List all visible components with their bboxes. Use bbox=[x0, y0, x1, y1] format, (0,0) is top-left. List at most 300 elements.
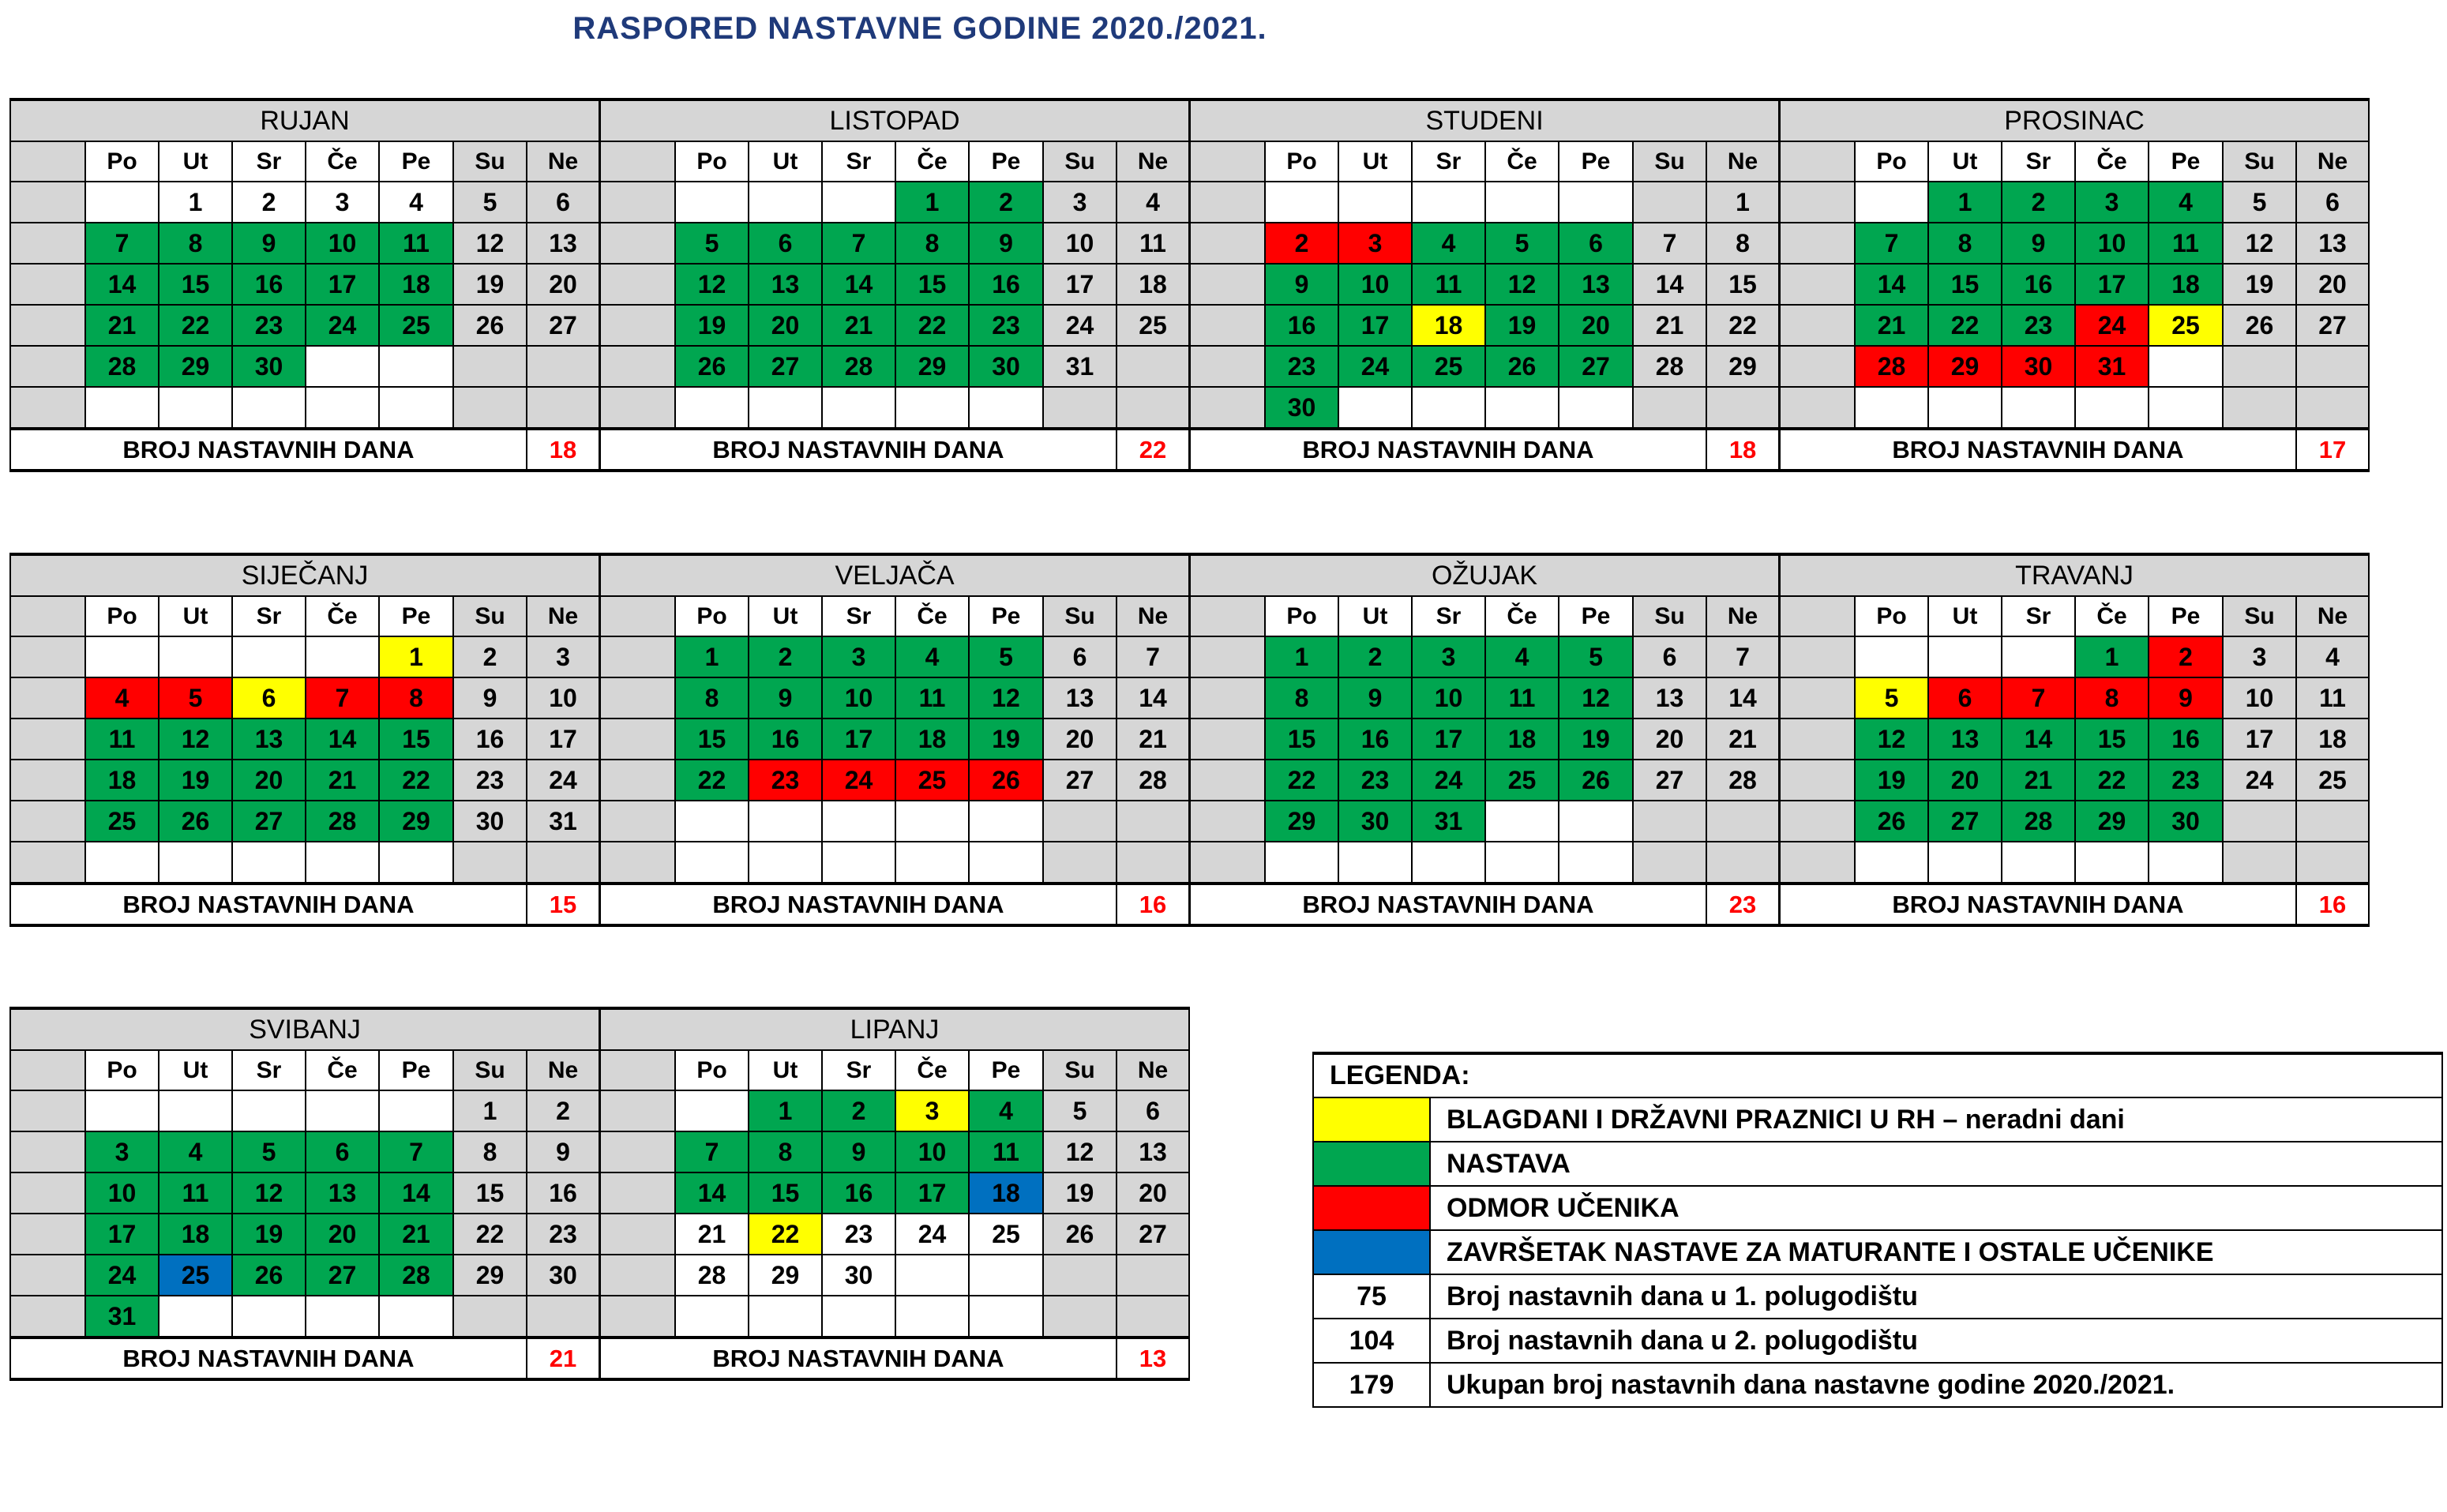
day-cell bbox=[379, 842, 453, 884]
day-cell bbox=[1633, 387, 1706, 429]
weekday-header: Po bbox=[85, 141, 159, 182]
day-cell: 22 bbox=[453, 1214, 527, 1255]
day-cell: 8 bbox=[895, 223, 969, 264]
day-cell: 24 bbox=[895, 1214, 969, 1255]
day-cell: 1 bbox=[1265, 636, 1338, 677]
weekday-header: Po bbox=[1855, 596, 1928, 636]
day-cell: 3 bbox=[895, 1090, 969, 1131]
day-cell: 13 bbox=[1043, 677, 1117, 718]
row-label-cell bbox=[10, 1050, 85, 1090]
day-cell bbox=[1265, 842, 1338, 884]
day-cell: 13 bbox=[1928, 718, 2002, 760]
day-cell: 2 bbox=[2002, 182, 2075, 223]
weekday-header: Po bbox=[675, 596, 749, 636]
weekday-header: Su bbox=[453, 596, 527, 636]
day-cell: 2 bbox=[822, 1090, 895, 1131]
weekday-header: Ut bbox=[1928, 141, 2002, 182]
month-table bbox=[1189, 553, 1780, 927]
day-cell bbox=[1043, 1296, 1117, 1338]
weekday-header: Po bbox=[1265, 596, 1338, 636]
day-cell: 6 bbox=[749, 223, 822, 264]
day-cell bbox=[379, 387, 453, 429]
day-cell: 28 bbox=[1117, 760, 1189, 801]
legend bbox=[1312, 1052, 2441, 1408]
day-cell: 9 bbox=[749, 677, 822, 718]
weekday-header: Su bbox=[1633, 596, 1706, 636]
day-cell bbox=[969, 842, 1043, 884]
day-cell bbox=[1633, 842, 1706, 884]
row-label-cell bbox=[10, 264, 85, 305]
day-cell bbox=[1485, 842, 1559, 884]
row-label-cell bbox=[600, 1090, 675, 1131]
day-cell: 25 bbox=[1412, 346, 1485, 387]
day-cell: 25 bbox=[2296, 760, 2369, 801]
day-cell: 12 bbox=[1855, 718, 1928, 760]
day-cell: 7 bbox=[2002, 677, 2075, 718]
day-cell bbox=[306, 387, 379, 429]
weekday-header: Po bbox=[675, 141, 749, 182]
day-cell: 12 bbox=[969, 677, 1043, 718]
month-table bbox=[1779, 98, 2370, 472]
weekday-header: Su bbox=[2223, 141, 2296, 182]
weekday-header: Ne bbox=[1706, 596, 1779, 636]
day-cell: 22 bbox=[895, 305, 969, 346]
day-cell: 11 bbox=[969, 1131, 1043, 1172]
day-cell: 27 bbox=[1043, 760, 1117, 801]
day-cell: 13 bbox=[1633, 677, 1706, 718]
month-studeni bbox=[1189, 98, 1778, 472]
day-cell: 9 bbox=[1338, 677, 1412, 718]
day-cell: 29 bbox=[749, 1255, 822, 1296]
day-cell: 8 bbox=[749, 1131, 822, 1172]
day-cell: 8 bbox=[1706, 223, 1779, 264]
weekday-header: Sr bbox=[232, 596, 306, 636]
day-cell: 2 bbox=[969, 182, 1043, 223]
day-cell: 10 bbox=[85, 1172, 159, 1214]
day-cell bbox=[1706, 387, 1779, 429]
month-lipanj bbox=[599, 1007, 1188, 1381]
day-cell: 15 bbox=[1265, 718, 1338, 760]
day-cell: 7 bbox=[822, 223, 895, 264]
day-cell bbox=[1117, 1255, 1189, 1296]
day-cell: 18 bbox=[2296, 718, 2369, 760]
day-cell: 1 bbox=[895, 182, 969, 223]
weekday-header: Ne bbox=[2296, 141, 2369, 182]
day-cell: 2 bbox=[527, 1090, 599, 1131]
day-cell: 19 bbox=[2223, 264, 2296, 305]
weekday-header: Pe bbox=[1559, 141, 1633, 182]
day-cell: 13 bbox=[232, 718, 306, 760]
weekday-header: Ne bbox=[2296, 596, 2369, 636]
day-cell: 12 bbox=[453, 223, 527, 264]
row-label-cell bbox=[10, 223, 85, 264]
day-cell: 13 bbox=[749, 264, 822, 305]
day-cell: 4 bbox=[379, 182, 453, 223]
weekday-header: Ne bbox=[1117, 1050, 1189, 1090]
row-label-cell bbox=[1780, 346, 1855, 387]
day-cell bbox=[969, 1255, 1043, 1296]
day-cell: 22 bbox=[675, 760, 749, 801]
day-cell bbox=[2296, 387, 2369, 429]
row-label-cell bbox=[1780, 141, 1855, 182]
weekday-header: Če bbox=[895, 141, 969, 182]
row-label-cell bbox=[10, 596, 85, 636]
teaching-days-count: 18 bbox=[1706, 429, 1779, 471]
teaching-days-label: BROJ NASTAVNIH DANA bbox=[10, 429, 527, 471]
day-cell: 14 bbox=[379, 1172, 453, 1214]
day-cell: 27 bbox=[1559, 346, 1633, 387]
day-cell bbox=[2223, 387, 2296, 429]
day-cell: 4 bbox=[2149, 182, 2223, 223]
teaching-days-label: BROJ NASTAVNIH DANA bbox=[1780, 884, 2296, 925]
day-cell: 5 bbox=[1485, 223, 1559, 264]
day-cell: 21 bbox=[675, 1214, 749, 1255]
day-cell: 1 bbox=[159, 182, 232, 223]
day-cell: 31 bbox=[527, 801, 599, 842]
day-cell: 16 bbox=[749, 718, 822, 760]
page-title: RASPORED NASTAVNE GODINE 2020./2021. bbox=[572, 11, 1267, 46]
day-cell: 14 bbox=[822, 264, 895, 305]
day-cell: 30 bbox=[2002, 346, 2075, 387]
month-name: SVIBANJ bbox=[10, 1008, 599, 1050]
day-cell: 1 bbox=[1928, 182, 2002, 223]
day-cell: 28 bbox=[2002, 801, 2075, 842]
day-cell: 20 bbox=[1633, 718, 1706, 760]
day-cell bbox=[675, 842, 749, 884]
day-cell: 18 bbox=[85, 760, 159, 801]
day-cell: 14 bbox=[1633, 264, 1706, 305]
weekday-header: Če bbox=[2075, 596, 2149, 636]
weekday-header: Sr bbox=[822, 141, 895, 182]
weekday-header: Ut bbox=[1338, 141, 1412, 182]
day-cell bbox=[2296, 801, 2369, 842]
day-cell bbox=[1559, 801, 1633, 842]
row-label-cell bbox=[1190, 346, 1265, 387]
weekday-header: Su bbox=[1043, 141, 1117, 182]
day-cell bbox=[895, 387, 969, 429]
row-label-cell bbox=[600, 677, 675, 718]
row-label-cell bbox=[1190, 387, 1265, 429]
day-cell bbox=[1706, 801, 1779, 842]
day-cell: 25 bbox=[1485, 760, 1559, 801]
row-label-cell bbox=[1190, 760, 1265, 801]
day-cell: 6 bbox=[527, 182, 599, 223]
day-cell: 30 bbox=[1338, 801, 1412, 842]
row-label-cell bbox=[1780, 718, 1855, 760]
day-cell: 11 bbox=[85, 718, 159, 760]
day-cell: 17 bbox=[822, 718, 895, 760]
legend-swatch-odmor bbox=[1313, 1186, 1430, 1230]
day-cell bbox=[1855, 387, 1928, 429]
day-cell: 23 bbox=[1338, 760, 1412, 801]
day-cell bbox=[1559, 842, 1633, 884]
day-cell bbox=[1043, 387, 1117, 429]
day-cell bbox=[2149, 346, 2223, 387]
row-label-cell bbox=[1780, 842, 1855, 884]
day-cell: 19 bbox=[1855, 760, 1928, 801]
day-cell: 13 bbox=[527, 223, 599, 264]
day-cell: 30 bbox=[232, 346, 306, 387]
month-table bbox=[9, 553, 600, 927]
day-cell bbox=[895, 842, 969, 884]
day-cell: 13 bbox=[1559, 264, 1633, 305]
teaching-days-count: 23 bbox=[1706, 884, 1779, 925]
day-cell bbox=[822, 842, 895, 884]
day-cell bbox=[2149, 387, 2223, 429]
row-label-cell bbox=[1780, 677, 1855, 718]
day-cell: 1 bbox=[1706, 182, 1779, 223]
day-cell: 11 bbox=[1412, 264, 1485, 305]
day-cell: 8 bbox=[1265, 677, 1338, 718]
weekday-header: Ut bbox=[749, 1050, 822, 1090]
day-cell bbox=[2075, 842, 2149, 884]
day-cell: 10 bbox=[306, 223, 379, 264]
day-cell bbox=[1117, 387, 1189, 429]
day-cell: 14 bbox=[1117, 677, 1189, 718]
row-label-cell bbox=[600, 1255, 675, 1296]
day-cell bbox=[969, 1296, 1043, 1338]
day-cell: 9 bbox=[527, 1131, 599, 1172]
day-cell: 7 bbox=[379, 1131, 453, 1172]
day-cell bbox=[1928, 636, 2002, 677]
day-cell bbox=[1485, 801, 1559, 842]
day-cell: 26 bbox=[159, 801, 232, 842]
weekday-header: Su bbox=[453, 141, 527, 182]
day-cell: 19 bbox=[159, 760, 232, 801]
day-cell: 28 bbox=[1633, 346, 1706, 387]
legend-label-nastava: NASTAVA bbox=[1430, 1142, 2442, 1186]
day-cell: 31 bbox=[1043, 346, 1117, 387]
day-cell bbox=[1412, 387, 1485, 429]
day-cell: 17 bbox=[2223, 718, 2296, 760]
day-cell bbox=[749, 842, 822, 884]
row-label-cell bbox=[600, 346, 675, 387]
day-cell: 8 bbox=[675, 677, 749, 718]
day-cell bbox=[822, 1296, 895, 1338]
row-label-cell bbox=[1780, 801, 1855, 842]
day-cell bbox=[1928, 387, 2002, 429]
row-label-cell bbox=[10, 305, 85, 346]
row-label-cell bbox=[600, 760, 675, 801]
day-cell: 6 bbox=[1559, 223, 1633, 264]
day-cell: 5 bbox=[675, 223, 749, 264]
day-cell: 3 bbox=[1043, 182, 1117, 223]
day-cell bbox=[822, 387, 895, 429]
day-cell: 14 bbox=[675, 1172, 749, 1214]
day-cell: 7 bbox=[1706, 636, 1779, 677]
day-cell: 2 bbox=[232, 182, 306, 223]
day-cell bbox=[306, 842, 379, 884]
day-cell: 9 bbox=[969, 223, 1043, 264]
day-cell bbox=[306, 1090, 379, 1131]
day-cell bbox=[1412, 842, 1485, 884]
day-cell: 24 bbox=[306, 305, 379, 346]
day-cell: 22 bbox=[379, 760, 453, 801]
day-cell: 17 bbox=[85, 1214, 159, 1255]
day-cell: 30 bbox=[969, 346, 1043, 387]
day-cell: 31 bbox=[85, 1296, 159, 1338]
day-cell: 21 bbox=[379, 1214, 453, 1255]
day-cell bbox=[1855, 182, 1928, 223]
day-cell: 21 bbox=[1706, 718, 1779, 760]
day-cell bbox=[85, 842, 159, 884]
row-label-cell bbox=[1780, 264, 1855, 305]
row-label-cell bbox=[1780, 760, 1855, 801]
weekday-header: Če bbox=[1485, 596, 1559, 636]
row-label-cell bbox=[10, 182, 85, 223]
row-label-cell bbox=[1780, 387, 1855, 429]
day-cell: 25 bbox=[379, 305, 453, 346]
legend-label-zavrsetak: ZAVRŠETAK NASTAVE ZA MATURANTE I OSTALE UČENIKE bbox=[1430, 1230, 2442, 1274]
day-cell: 24 bbox=[527, 760, 599, 801]
day-cell: 15 bbox=[1928, 264, 2002, 305]
day-cell: 18 bbox=[895, 718, 969, 760]
day-cell: 18 bbox=[379, 264, 453, 305]
teaching-days-count: 22 bbox=[1117, 429, 1189, 471]
day-cell: 20 bbox=[232, 760, 306, 801]
row-label-cell bbox=[600, 264, 675, 305]
teaching-days-count: 16 bbox=[1117, 884, 1189, 925]
row-label-cell bbox=[1190, 223, 1265, 264]
day-cell bbox=[1412, 182, 1485, 223]
weekday-header: Če bbox=[306, 596, 379, 636]
day-cell: 6 bbox=[232, 677, 306, 718]
row-label-cell bbox=[600, 1050, 675, 1090]
teaching-days-count: 16 bbox=[2296, 884, 2369, 925]
row-label-cell bbox=[10, 760, 85, 801]
weekday-header: Pe bbox=[969, 1050, 1043, 1090]
day-cell: 16 bbox=[969, 264, 1043, 305]
day-cell: 31 bbox=[1412, 801, 1485, 842]
month-name: SIJEČANJ bbox=[10, 554, 599, 596]
row-label-cell bbox=[1780, 305, 1855, 346]
row-label-cell bbox=[600, 842, 675, 884]
day-cell: 22 bbox=[2075, 760, 2149, 801]
day-cell: 23 bbox=[1265, 346, 1338, 387]
day-cell bbox=[453, 346, 527, 387]
day-cell: 26 bbox=[1855, 801, 1928, 842]
day-cell bbox=[159, 636, 232, 677]
weekday-header: Po bbox=[1855, 141, 1928, 182]
month-table bbox=[599, 1007, 1190, 1381]
day-cell: 17 bbox=[306, 264, 379, 305]
day-cell bbox=[2296, 842, 2369, 884]
day-cell: 16 bbox=[1265, 305, 1338, 346]
day-cell: 2 bbox=[2149, 636, 2223, 677]
stat-value-first-term: 75 bbox=[1313, 1274, 1430, 1319]
day-cell: 12 bbox=[232, 1172, 306, 1214]
day-cell: 31 bbox=[2075, 346, 2149, 387]
day-cell bbox=[675, 1296, 749, 1338]
row-label-cell bbox=[600, 1172, 675, 1214]
day-cell: 27 bbox=[527, 305, 599, 346]
row-label-cell bbox=[600, 636, 675, 677]
weekday-header: Če bbox=[895, 596, 969, 636]
day-cell bbox=[2075, 387, 2149, 429]
day-cell: 25 bbox=[895, 760, 969, 801]
day-cell: 17 bbox=[1338, 305, 1412, 346]
row-label-cell bbox=[10, 842, 85, 884]
day-cell: 1 bbox=[379, 636, 453, 677]
day-cell: 27 bbox=[306, 1255, 379, 1296]
day-cell: 24 bbox=[2075, 305, 2149, 346]
day-cell bbox=[379, 1090, 453, 1131]
day-cell: 23 bbox=[822, 1214, 895, 1255]
teaching-days-count: 15 bbox=[527, 884, 599, 925]
day-cell: 18 bbox=[1485, 718, 1559, 760]
day-cell: 20 bbox=[527, 264, 599, 305]
day-cell: 3 bbox=[2223, 636, 2296, 677]
day-cell: 16 bbox=[822, 1172, 895, 1214]
day-cell bbox=[1117, 1296, 1189, 1338]
day-cell: 9 bbox=[453, 677, 527, 718]
day-cell: 13 bbox=[1117, 1131, 1189, 1172]
weekday-header: Ne bbox=[1117, 596, 1189, 636]
day-cell bbox=[2002, 842, 2075, 884]
row-label-cell bbox=[10, 718, 85, 760]
legend-label-odmor: ODMOR UČENIKA bbox=[1430, 1186, 2442, 1230]
day-cell: 15 bbox=[749, 1172, 822, 1214]
month-prosinac bbox=[1779, 98, 2368, 472]
weekday-header: Ut bbox=[159, 596, 232, 636]
day-cell: 9 bbox=[1265, 264, 1338, 305]
row-label-cell bbox=[10, 346, 85, 387]
day-cell bbox=[675, 1090, 749, 1131]
day-cell: 2 bbox=[749, 636, 822, 677]
day-cell: 23 bbox=[2002, 305, 2075, 346]
day-cell: 24 bbox=[2223, 760, 2296, 801]
day-cell: 9 bbox=[2149, 677, 2223, 718]
day-cell: 3 bbox=[1412, 636, 1485, 677]
day-cell: 10 bbox=[2223, 677, 2296, 718]
weekday-header: Ut bbox=[1928, 596, 2002, 636]
day-cell bbox=[1265, 182, 1338, 223]
day-cell: 16 bbox=[232, 264, 306, 305]
row-label-cell bbox=[10, 1296, 85, 1338]
day-cell bbox=[1855, 636, 1928, 677]
weekday-header: Ne bbox=[527, 596, 599, 636]
day-cell bbox=[453, 1296, 527, 1338]
day-cell: 3 bbox=[527, 636, 599, 677]
day-cell: 28 bbox=[306, 801, 379, 842]
day-cell bbox=[1117, 346, 1189, 387]
day-cell: 24 bbox=[85, 1255, 159, 1296]
day-cell: 14 bbox=[1706, 677, 1779, 718]
day-cell: 23 bbox=[2149, 760, 2223, 801]
day-cell: 9 bbox=[232, 223, 306, 264]
weekday-header: Ut bbox=[749, 141, 822, 182]
day-cell: 26 bbox=[1559, 760, 1633, 801]
day-cell: 22 bbox=[1265, 760, 1338, 801]
row-label-cell bbox=[10, 1255, 85, 1296]
day-cell: 2 bbox=[453, 636, 527, 677]
teaching-days-count: 13 bbox=[1117, 1338, 1189, 1379]
day-cell: 1 bbox=[749, 1090, 822, 1131]
day-cell: 27 bbox=[1928, 801, 2002, 842]
day-cell: 1 bbox=[453, 1090, 527, 1131]
day-cell: 15 bbox=[2075, 718, 2149, 760]
day-cell: 17 bbox=[895, 1172, 969, 1214]
weekday-header: Pe bbox=[379, 1050, 453, 1090]
day-cell: 23 bbox=[749, 760, 822, 801]
day-cell: 28 bbox=[1706, 760, 1779, 801]
day-cell bbox=[1559, 387, 1633, 429]
row-label-cell bbox=[600, 141, 675, 182]
day-cell: 20 bbox=[1559, 305, 1633, 346]
teaching-days-label: BROJ NASTAVNIH DANA bbox=[1190, 429, 1706, 471]
weekday-header: Sr bbox=[2002, 141, 2075, 182]
weekday-header: Sr bbox=[1412, 596, 1485, 636]
